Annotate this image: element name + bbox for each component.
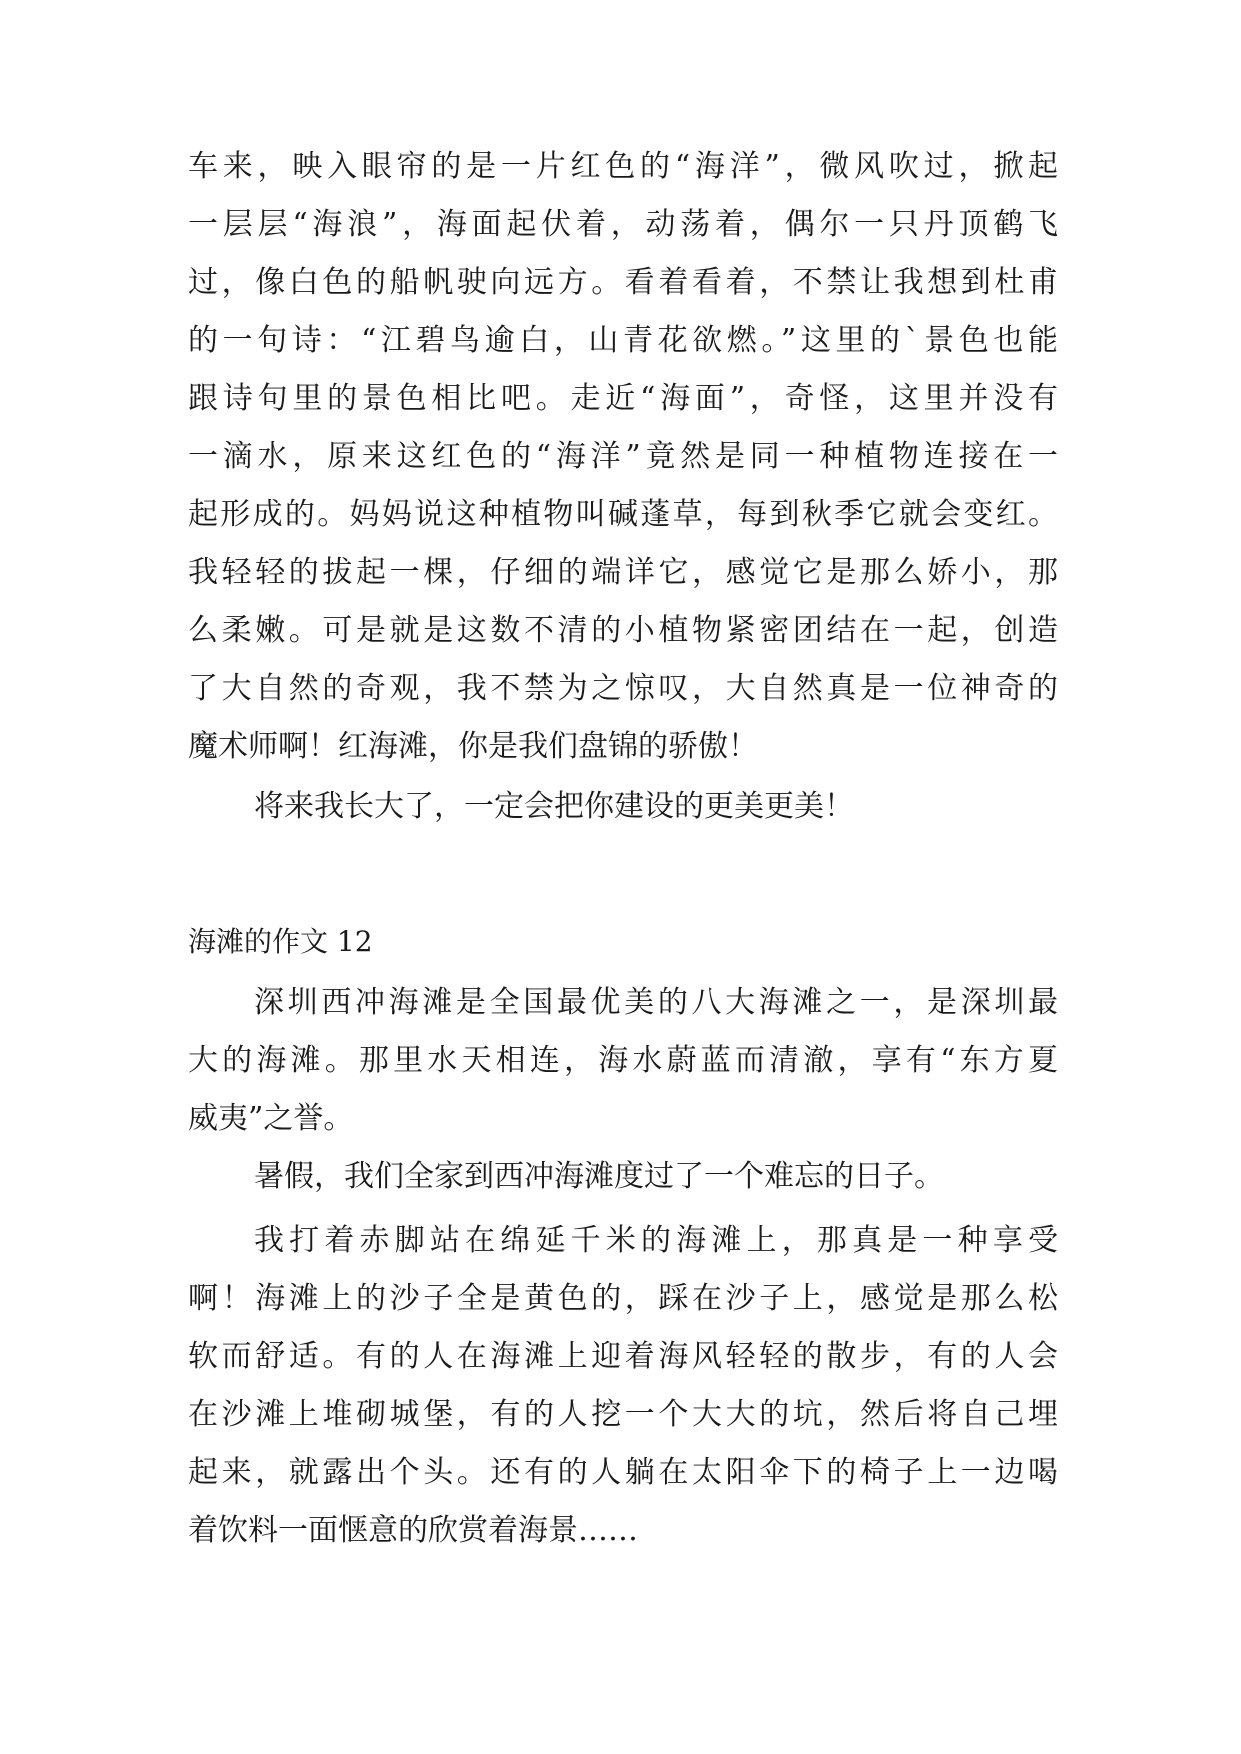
text-line: 着饮料一面惬意的欣赏着海景…… xyxy=(188,1513,638,1548)
paragraph-beach-activities xyxy=(188,1212,1058,1560)
paragraph-red-beach xyxy=(188,138,1058,776)
text-line: 威夷”之誉。 xyxy=(188,1101,354,1136)
text-line: 魔术师啊！红海滩，你是我们盘锦的骄傲！ xyxy=(188,729,758,764)
text-line: 一滴水，原来这红色的“海洋”竟然是同一种植物连接在一 xyxy=(188,439,1058,474)
text-line: 的一句诗：“江碧鸟逾白，山青花欲燃。”这里的`景色也能 xyxy=(188,323,1058,358)
paragraph-closing xyxy=(188,778,1058,836)
text-line: 大的海滩。那里水天相连，海水蔚蓝而清澈，享有“东方夏 xyxy=(188,1043,1058,1078)
paragraph-xichong-intro xyxy=(188,974,1058,1148)
text-line: 啊！海滩上的沙子全是黄色的，踩在沙子上，感觉是那么松 xyxy=(188,1281,1058,1316)
paragraph-summer-vacation xyxy=(188,1148,1058,1206)
text-line: 我轻轻的拔起一棵，仔细的端详它，感觉它是那么娇小，那 xyxy=(188,555,1058,590)
text-line: 深圳西冲海滩是全国最优美的八大海滩之一，是深圳最 xyxy=(254,985,1058,1020)
text-line: 跟诗句里的景色相比吧。走近“海面”，奇怪，这里并没有 xyxy=(188,381,1058,416)
essay-heading: 海滩的作文 12 xyxy=(188,925,373,958)
text-line: 我打着赤脚站在绵延千米的海滩上，那真是一种享受 xyxy=(254,1223,1058,1258)
text-line: 起来，就露出个头。还有的人躺在太阳伞下的椅子上一边喝 xyxy=(188,1455,1058,1490)
text-line: 车来，映入眼帘的是一片红色的“海洋”，微风吹过，掀起 xyxy=(188,149,1058,184)
text-line: 将来我长大了，一定会把你建设的更美更美！ xyxy=(254,789,854,824)
text-line: 过，像白色的船帆驶向远方。看着看着，不禁让我想到杜甫 xyxy=(188,265,1058,300)
text-line: 了大自然的奇观，我不禁为之惊叹，大自然真是一位神奇的 xyxy=(188,671,1058,706)
text-line: 一层层“海浪”，海面起伏着，动荡着，偶尔一只丹顶鹤飞 xyxy=(188,207,1058,242)
text-line: 暑假，我们全家到西冲海滩度过了一个难忘的日子。 xyxy=(254,1159,944,1194)
text-line: 起形成的。妈妈说这种植物叫碱蓬草，每到秋季它就会变红。 xyxy=(188,497,1058,532)
text-line: 在沙滩上堆砌城堡，有的人挖一个大大的坑，然后将自己埋 xyxy=(188,1397,1058,1432)
text-line: 软而舒适。有的人在海滩上迎着海风轻轻的散步，有的人会 xyxy=(188,1339,1058,1374)
text-line: 么柔嫩。可是就是这数不清的小植物紧密团结在一起，创造 xyxy=(188,613,1058,648)
